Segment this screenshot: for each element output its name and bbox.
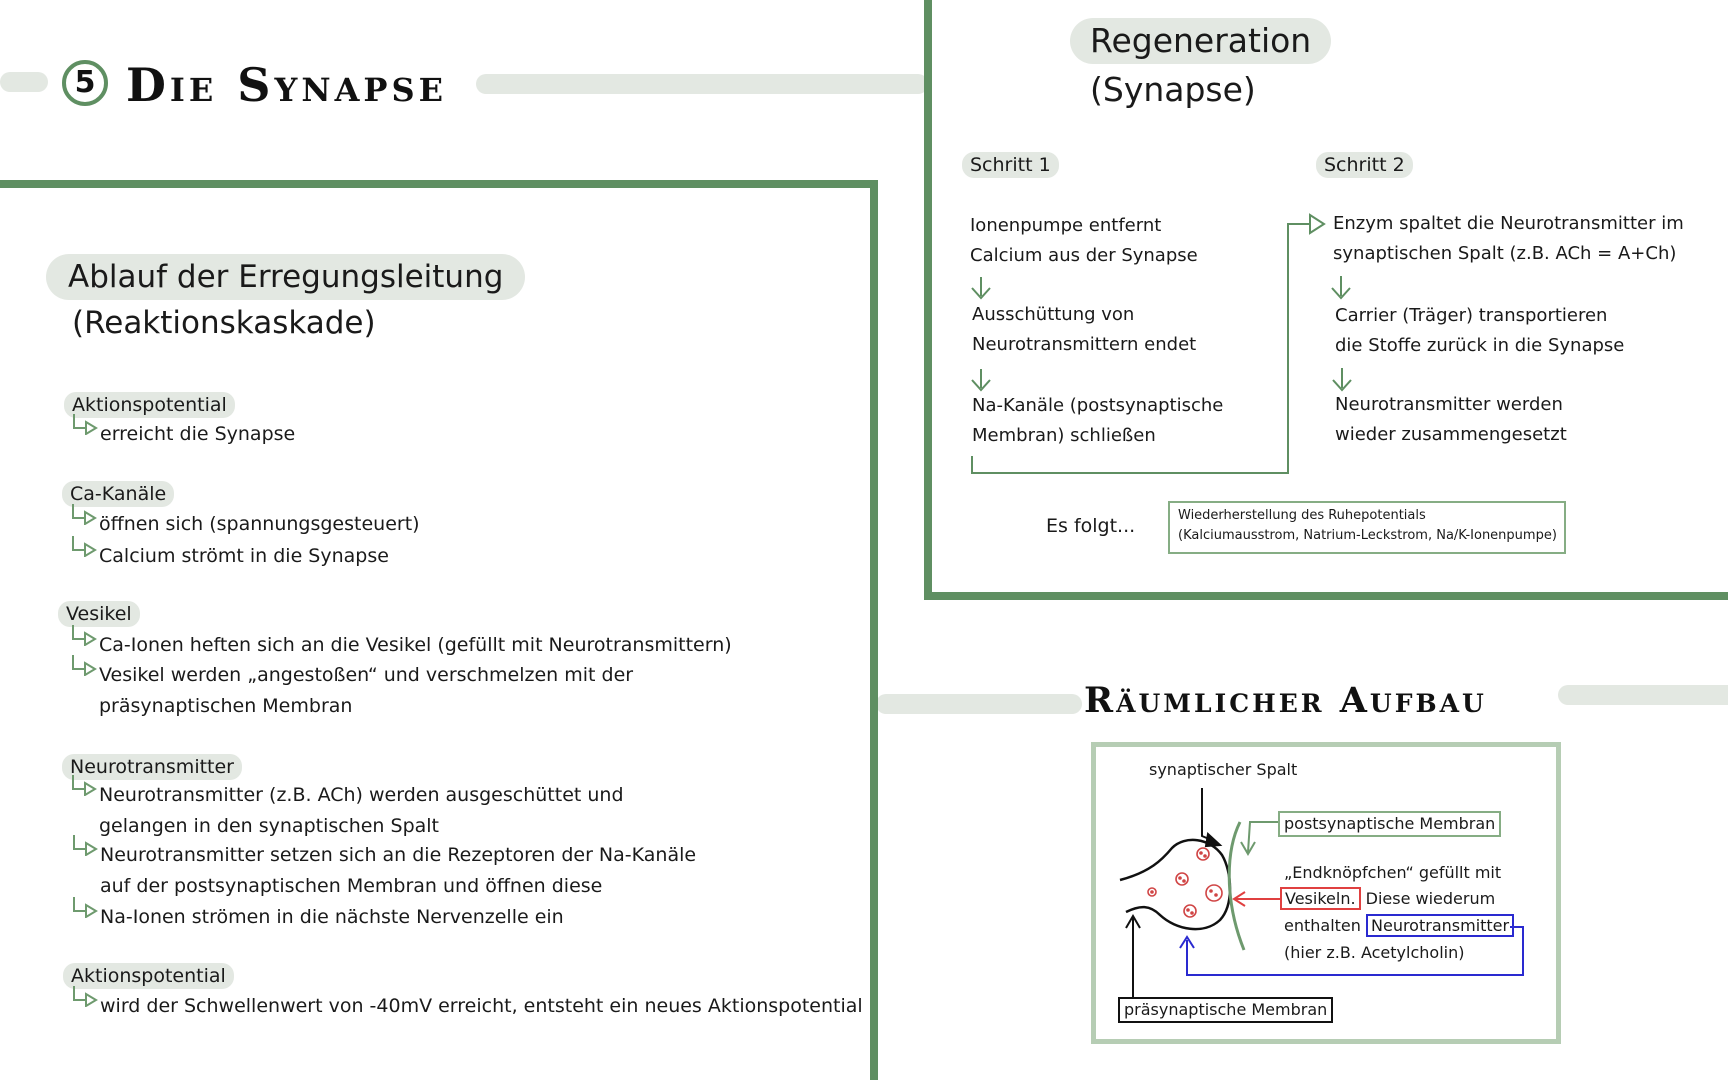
section-line: wird der Schwellenwert von -40mV erreicht, entsteht ein neues Aktionspotential xyxy=(100,995,863,1017)
acetylcholin-line: (hier z.B. Acetylcholin) xyxy=(1284,943,1465,962)
synaptic-gap-label: synaptischer Spalt xyxy=(1149,760,1298,779)
step2-line: synaptischen Spalt (z.B. ACh = A+Ch) xyxy=(1333,243,1677,264)
step2-line: Neurotransmitter werden xyxy=(1335,394,1563,415)
section-label: Neurotransmitter xyxy=(62,754,242,780)
contain-line xyxy=(1284,914,1514,938)
section-label: Vesikel xyxy=(58,601,140,627)
chapter-number-badge: 5 xyxy=(62,60,108,106)
structure-heading: Räumlicher Aufbau xyxy=(1084,680,1487,721)
contain-text: enthalten xyxy=(1284,916,1366,935)
cascade-subheading: (Reaktionskaskade) xyxy=(72,305,376,341)
section-line: Na-Ionen strömen in die nächste Nervenzelle ein xyxy=(100,906,564,928)
regen-heading: Regeneration xyxy=(1070,18,1331,64)
regen-subheading: (Synapse) xyxy=(1090,70,1256,109)
step2-line: die Stoffe zurück in die Synapse xyxy=(1335,335,1625,356)
step1-label: Schritt 1 xyxy=(962,152,1059,178)
step1-line: Ausschüttung von xyxy=(972,304,1135,325)
neurotransmitter-term: Neurotransmitter xyxy=(1366,914,1514,937)
vesicle-icon xyxy=(1197,848,1209,860)
follows-box-line: (Kalciumausstrom, Natrium-Leckstrom, Na/K-Ionenpumpe) xyxy=(1178,528,1557,543)
section-line: Vesikel werden „angestoßen“ und verschmelzen mit der xyxy=(99,664,634,686)
endknoepfchen-line: „Endknöpfchen“ gefüllt mit xyxy=(1284,863,1502,882)
section-label: Aktionspotential xyxy=(63,963,234,989)
vesicle-term: Vesikeln. xyxy=(1280,887,1361,910)
section-line: Ca-Ionen heften sich an die Vesikel (gefüllt mit Neurotransmittern) xyxy=(99,634,732,656)
presynaptic-label: präsynaptische Membran xyxy=(1118,997,1333,1023)
postsynaptic-label: postsynaptische Membran xyxy=(1278,811,1501,837)
section-label: Ca-Kanäle xyxy=(62,481,174,507)
vesicle-icon xyxy=(1176,873,1188,885)
step1-line: Calcium aus der Synapse xyxy=(970,245,1198,266)
step2-line: wieder zusammengesetzt xyxy=(1335,424,1567,445)
step1-line: Na-Kanäle (postsynaptische xyxy=(972,395,1224,416)
step1-line: Membran) schließen xyxy=(972,425,1156,446)
section-line: öffnen sich (spannungsgesteuert) xyxy=(99,513,420,535)
page-title: Die Synapse xyxy=(126,58,447,112)
step2-label: Schritt 2 xyxy=(1316,152,1413,178)
section-line: Neurotransmitter (z.B. ACh) werden ausgeschüttet und xyxy=(99,784,624,806)
section-line: Calcium strömt in die Synapse xyxy=(99,545,389,567)
section-line: präsynaptischen Membran xyxy=(99,695,353,717)
cascade-heading: Ablauf der Erregungsleitung xyxy=(46,254,525,300)
vesicle-icon xyxy=(1206,885,1222,901)
section-line: auf der postsynaptischen Membran und öffnen diese xyxy=(100,875,603,897)
follows-box-line: Wiederherstellung des Ruhepotentials xyxy=(1178,508,1426,523)
step2-line: Enzym spaltet die Neurotransmitter im xyxy=(1333,213,1684,234)
vesicle-line xyxy=(1280,887,1495,911)
step1-line: Neurotransmittern endet xyxy=(972,334,1197,355)
vesicle-line-rest: Diese wiederum xyxy=(1360,889,1496,908)
follows-label: Es folgt... xyxy=(1046,515,1136,537)
vesicle-icon xyxy=(1184,905,1196,917)
step1-line: Ionenpumpe entfernt xyxy=(970,215,1162,236)
section-line: Neurotransmitter setzen sich an die Rezeptoren der Na-Kanäle xyxy=(100,844,697,866)
section-line: erreicht die Synapse xyxy=(100,423,296,445)
section-label: Aktionspotential xyxy=(64,392,235,418)
postsynaptic-membrane-curve xyxy=(1229,822,1244,950)
step2-line: Carrier (Träger) transportieren xyxy=(1335,305,1608,326)
vesicle-icon xyxy=(1148,888,1156,896)
section-line: gelangen in den synaptischen Spalt xyxy=(99,815,440,837)
